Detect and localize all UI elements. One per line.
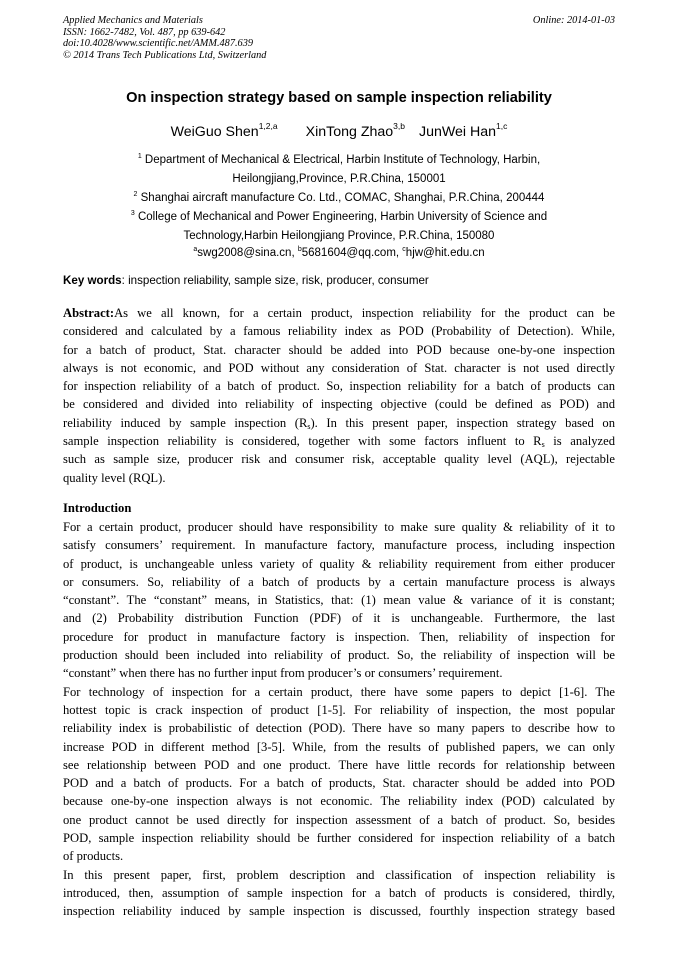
subscript: s (541, 440, 545, 450)
affiliation-2 (0, 189, 678, 208)
abstract-line: for inspection reliability of a batch of product. So, inspection reliability for a batch of products can (63, 379, 615, 394)
affiliation-text: Department of Mechanical & Electrical, Harbin Institute of Technology, Harbin, (144, 154, 541, 166)
body-line: hottest topic is crack inspection of product [1-5]. For reliability of inspection, the most popular (63, 702, 615, 717)
body-line: see relationship between POD and one product. There have little records for relationship between (63, 757, 615, 772)
body-line: “constant”. The “constant” means, in Statistics, that: (1) mean value & variance of it is constant; (63, 593, 615, 608)
abstract-line: considered and calculated by a famous reliability index as POD (Probability of Detection). While, (63, 324, 615, 339)
body-line: production should been included into reliability of product. So, the reliability of inspection will be (63, 648, 615, 663)
abstract-line: quality level (RQL). (63, 470, 166, 485)
body-line: because one-by-one inspection always is not economic. The reliability index (POD) calculated by (63, 794, 615, 809)
body-line: In this present paper, first, problem description and classification of inspection reliability is (63, 867, 615, 882)
abstract-text: As we all known, for a certain product, inspection reliability for the product can be (114, 306, 615, 320)
online-date (533, 15, 615, 27)
author-affiliation-marker: 1,2,a (258, 121, 278, 131)
body-line: For a certain product, producer should have responsibility to make sure quality & reliability of it to (63, 520, 615, 534)
abstract-label: Abstract: (63, 306, 115, 320)
author-affiliation-marker: 3,b (393, 121, 405, 131)
affiliation-text: Technology,Harbin Heilongjiang Province, P.R.China, 150080 (183, 230, 495, 242)
affiliation-number: 1 (137, 153, 142, 160)
author-name: XinTong Zhao (305, 124, 394, 140)
abstract-text: reliability induced by sample inspection (R (63, 415, 308, 430)
keywords (63, 274, 615, 287)
author-emails (0, 244, 678, 263)
affiliation-number: 3 (130, 210, 135, 217)
abstract-line (63, 304, 615, 322)
email-marker: a (193, 246, 198, 253)
body-line: satisfy consumers’ requirement. In manufacture factory, manufacture process, including inspection (63, 538, 615, 553)
keywords-label: Key words (63, 274, 122, 287)
affiliation-3 (0, 208, 678, 227)
abstract (63, 304, 615, 487)
affiliation-text: College of Mechanical and Power Engineering, Harbin University of Science and (137, 211, 548, 223)
journal-doi: doi:10.4028/www.scientific.net/AMM.487.639 (63, 38, 253, 49)
journal-issn: ISSN: 1662-7482, Vol. 487, pp 639-642 (63, 26, 226, 38)
author-affiliation-marker: 1,c (496, 121, 508, 131)
affiliation-text: Heilongjiang,Province, P.R.China, 150001 (232, 173, 446, 185)
abstract-text: is analyzed (544, 434, 615, 449)
body-line: reliability index is probabilistic of detection (POD). There have so many papers to describe how to (63, 721, 615, 736)
abstract-line (63, 414, 615, 432)
abstract-line: such as sample size, producer risk and consumer risk, acceptable quality level (AQL), rejectable (63, 452, 615, 467)
affiliation-1 (0, 151, 678, 170)
body-line: POD and a batch of products. For a batch of products, Stat. character should be added into POD (63, 776, 615, 791)
body-line: POD, sample inspection reliability should be further considered for inspection reliability of a batch (63, 831, 615, 846)
affiliation-number: 2 (133, 191, 138, 198)
author-list (0, 121, 678, 140)
body-line: increase POD in different method [3-5]. While, from the results of published papers, we can only (63, 739, 615, 754)
section-heading: Introduction (63, 501, 132, 515)
affiliation-1-cont (0, 170, 678, 189)
body-line: or consumers. So, reliability of a batch of products by a certain manufacture process is always (63, 574, 615, 589)
abstract-line: always is not economic, and POD without any consideration of Stat. character is not used directly (63, 360, 615, 375)
online-date-text: Online: 2014-01-03 (532, 15, 615, 26)
subscript: s (307, 421, 311, 431)
body-line: of product, is unchangeable unless variety of quality & reliability requirement from either producer (63, 556, 615, 571)
body-line: of products. (63, 849, 124, 864)
affiliation-text: Shanghai aircraft manufacture Co. Ltd., COMAC, Shanghai, P.R.China, 200444 (140, 192, 545, 204)
journal-header (63, 15, 266, 61)
body-line: introduced, then, assumption of sample inspection for a batch of products is considered, thirdly, (63, 885, 615, 900)
introduction-body (63, 518, 615, 921)
email-link[interactable]: hjw@hit.edu.cn (405, 247, 485, 259)
email-marker: c (402, 246, 406, 253)
journal-name: Applied Mechanics and Materials (63, 15, 203, 26)
abstract-text: sample inspection reliability is considered, together with some factors influent to R (63, 434, 542, 449)
abstract-line: be considered and divided into reliability of inspecting objective (could be defined as POD) and (63, 397, 615, 412)
email-link[interactable]: swg2008@sina.cn, (197, 247, 298, 259)
abstract-line (63, 432, 615, 450)
author-name: WeiGuo Shen (170, 124, 259, 140)
body-line: one product cannot be used directly for inspection assessment of a batch of product. So, besides (63, 812, 615, 827)
body-line: procedure for product in manufacture factory is inspection. Then, reliability of inspection for (63, 629, 615, 644)
body-line: For technology of inspection for a certain product, there have some papers to depict [1-6]. The (63, 684, 615, 699)
abstract-line: for a batch of product, Stat. character should be added into POD because one-by-one inspection (63, 342, 615, 357)
email-marker: b (297, 246, 302, 253)
keywords-text: : inspection reliability, sample size, risk, producer, consumer (121, 274, 429, 287)
body-line: “constant” when there has no further input from producer’s or consumers’ requirement. (63, 666, 503, 681)
abstract-text: ). In this present paper, inspection strategy based on (310, 415, 615, 430)
journal-copyright: © 2014 Trans Tech Publications Ltd, Switzerland (63, 49, 267, 61)
body-line: inspection reliability induced by sample inspection is discussed, fourthly inspection strategy based (63, 904, 615, 919)
body-line: and (2) Probability distribution Function (PDF) of it is unchangeable. Furthermore, the last (63, 611, 615, 626)
author-name: JunWei Han (419, 124, 497, 140)
paper-title: On inspection strategy based on sample inspection reliability (126, 90, 552, 106)
email-link[interactable]: 5681604@qq.com, (301, 247, 403, 259)
